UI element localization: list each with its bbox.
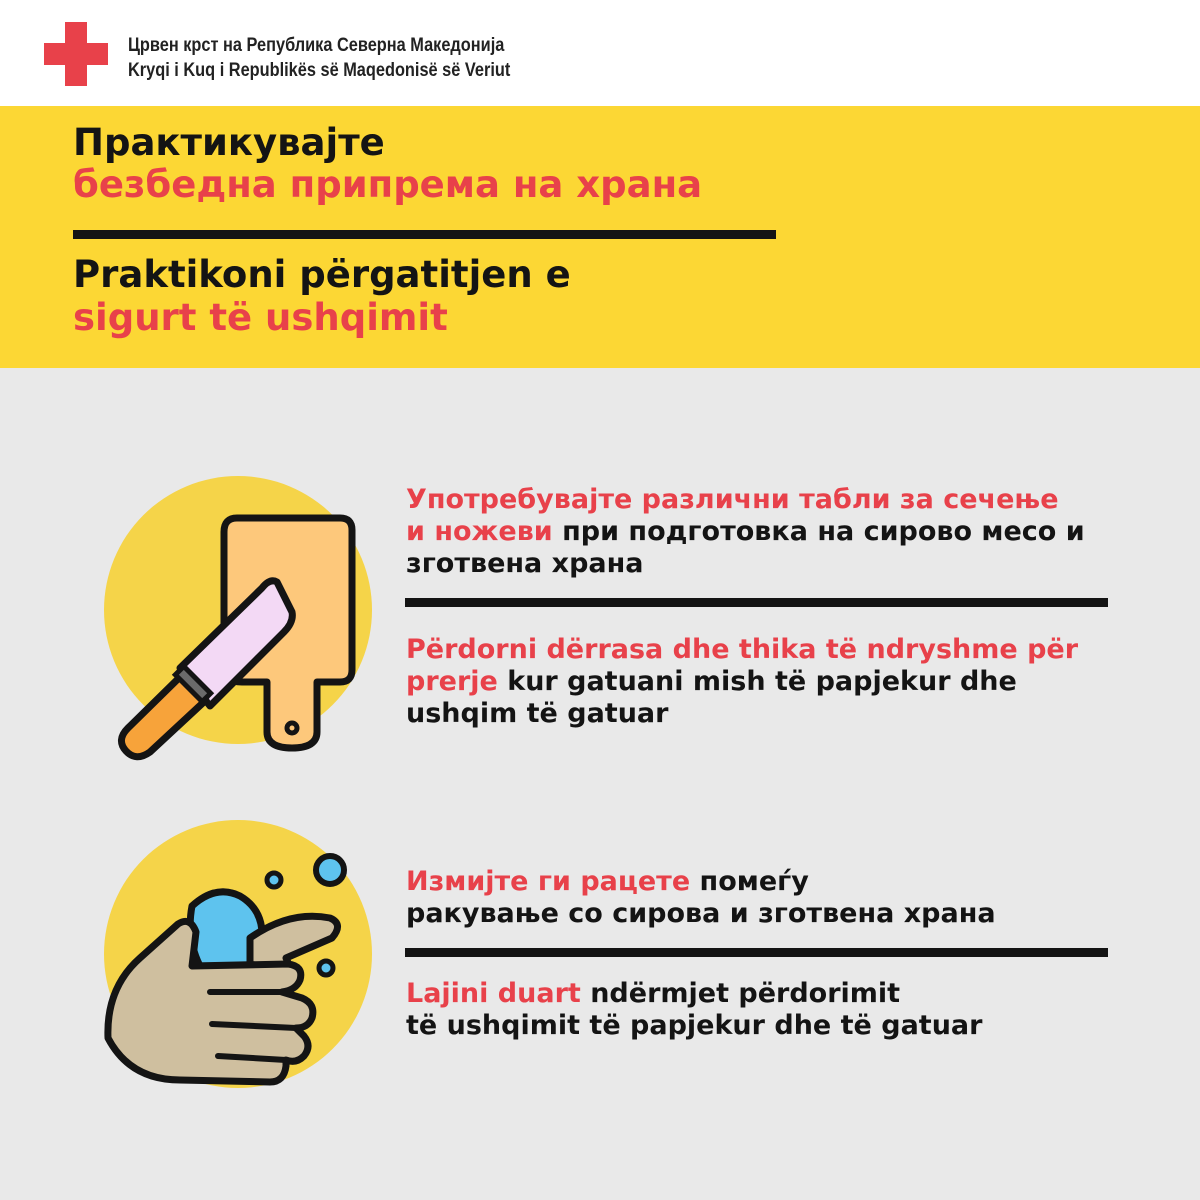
tip2-text-albanian	[406, 978, 982, 1042]
header	[0, 0, 1200, 106]
tip2-sq-line-2: të ushqimit të papjekur dhe të gatuar	[406, 1010, 983, 1041]
red-cross-icon	[42, 20, 110, 88]
tip2-divider	[405, 948, 1108, 957]
title-banner	[0, 106, 1200, 368]
title-sq-line1: Praktikoni përgatitjen e	[73, 253, 571, 296]
hand-washing-icon	[100, 848, 360, 1088]
tip1-sq-rest-2: kur gatuani mish të papjekur dhe	[497, 666, 1017, 697]
tip1-sq-line-3: ushqim të gatuar	[406, 698, 669, 729]
org-name-macedonian: Црвен крст на Република Северна Македонија	[128, 35, 505, 56]
title-mk-line2: безбедна припрема на храна	[73, 163, 703, 206]
tip2-mk-rest-1: помеѓу	[690, 866, 809, 897]
tip2-mk-line-2: ракување со сирова и зготвена храна	[406, 898, 996, 929]
tip1-text-albanian	[406, 634, 1078, 730]
title-sq-line2: sigurt të ushqimit	[73, 296, 448, 339]
tip1-mk-line-3: зготвена храна	[406, 548, 644, 579]
tip2-sq-highlight-1: Lajini duart	[406, 978, 581, 1009]
tip2-text-macedonian	[406, 866, 996, 930]
title-mk-line1: Практикувајте	[73, 121, 385, 164]
tip2-mk-highlight-1: Измијте ги рацете	[406, 866, 691, 897]
organization-name	[128, 33, 510, 83]
tip1-divider	[405, 598, 1108, 607]
tip1-sq-highlight-2: prerje	[406, 666, 498, 697]
tip1-mk-rest-2: при подготовка на сирово месо и	[552, 516, 1085, 547]
tip1-text-macedonian	[406, 484, 1085, 580]
org-name-albanian: Kryqi i Kuq i Republikës së Maqedonisë së Veriut	[128, 60, 511, 81]
tip2-sq-rest-1: ndërmjet përdorimit	[580, 978, 901, 1009]
tip1-mk-highlight-1: Употребувајте различни табли за сечење	[406, 484, 1059, 515]
tip1-sq-highlight-1: Përdorni dërrasa dhe thika të ndryshme për	[406, 634, 1079, 665]
title-divider	[73, 230, 776, 239]
tip1-mk-highlight-2: и ножеви	[406, 516, 553, 547]
knife-cutting-board-icon	[112, 510, 372, 770]
